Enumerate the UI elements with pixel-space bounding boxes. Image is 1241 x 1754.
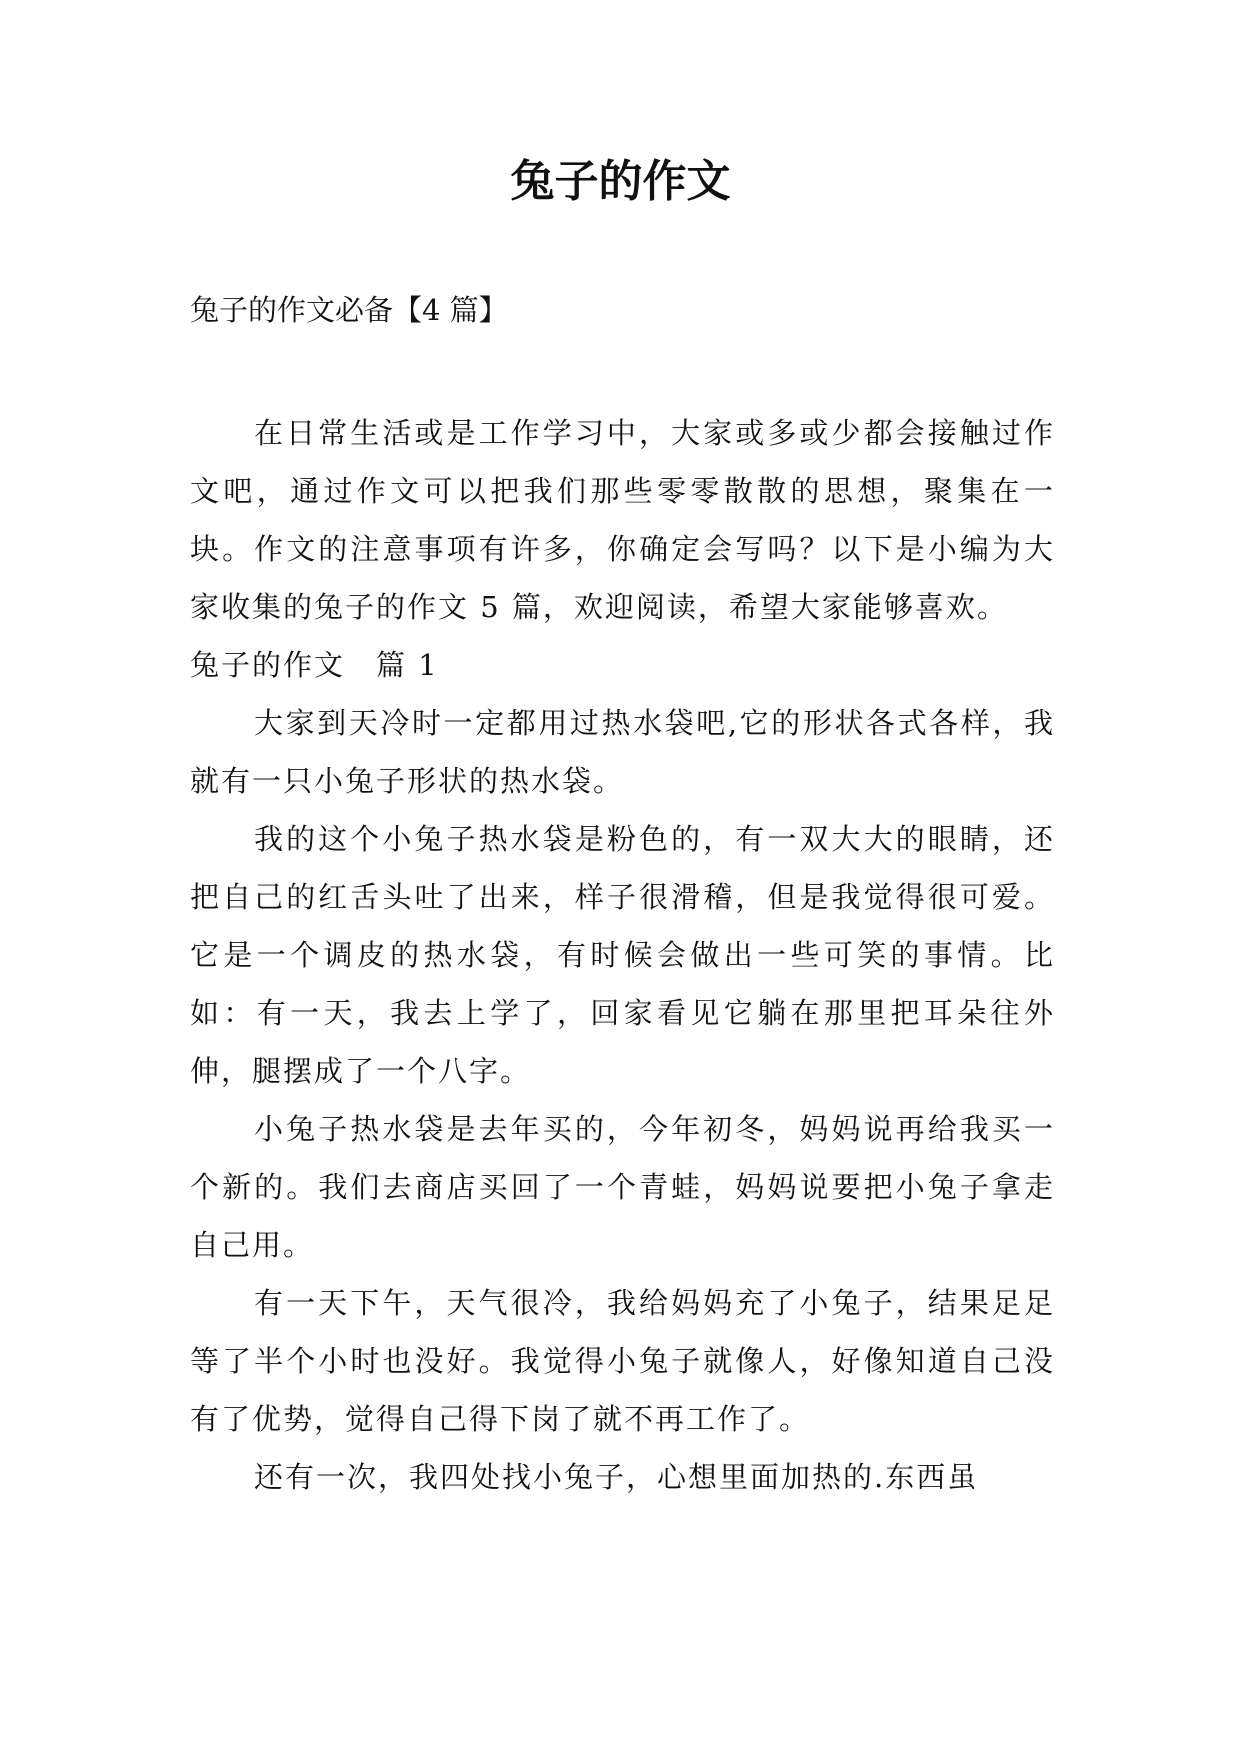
intro-paragraph: 在日常生活或是工作学习中，大家或多或少都会接触过作文吧，通过作文可以把我们那些零零散散的思想，聚集在一块。作文的注意事项有许多，你确定会写吗？以下是小编为大家收集的兔子的作文 5 篇，欢迎阅读，希望大家能够喜欢。 [190,416,1055,624]
document-title: 兔子的作文 [510,156,731,207]
body-paragraph: 小兔子热水袋是去年买的，今年初冬，妈妈说再给我买一个新的。我们去商店买回了一个青蛙，妈妈说要把小兔子拿走自己用。 [190,1112,1055,1262]
body-paragraph: 大家到天冷时一定都用过热水袋吧,它的形状各式各样，我就有一只小兔子形状的热水袋。 [190,706,1055,798]
body-paragraph: 还有一次，我四处找小兔子，心想里面加热的.东西虽 [254,1460,979,1494]
body-paragraph: 我的这个小兔子热水袋是粉色的，有一双大大的眼睛，还把自己的红舌头吐了出来，样子很滑稽，但是我觉得很可爱。它是一个调皮的热水袋，有时候会做出一些可笑的事情。比如：有一天，我去上学了，回家看见它躺在那里把耳朵往外伸，腿摆成了一个八字。 [190,822,1055,1088]
document-body [190,404,1055,1506]
document-subtitle: 兔子的作文必备【4 篇】 [190,293,508,327]
body-paragraph: 有一天下午，天气很冷，我给妈妈充了小兔子，结果足足等了半个小时也没好。我觉得小兔子就像人，好像知道自己没有了优势，觉得自己得下岗了就不再工作了。 [190,1286,1055,1436]
section-heading: 兔子的作文 篇 1 [190,648,439,682]
